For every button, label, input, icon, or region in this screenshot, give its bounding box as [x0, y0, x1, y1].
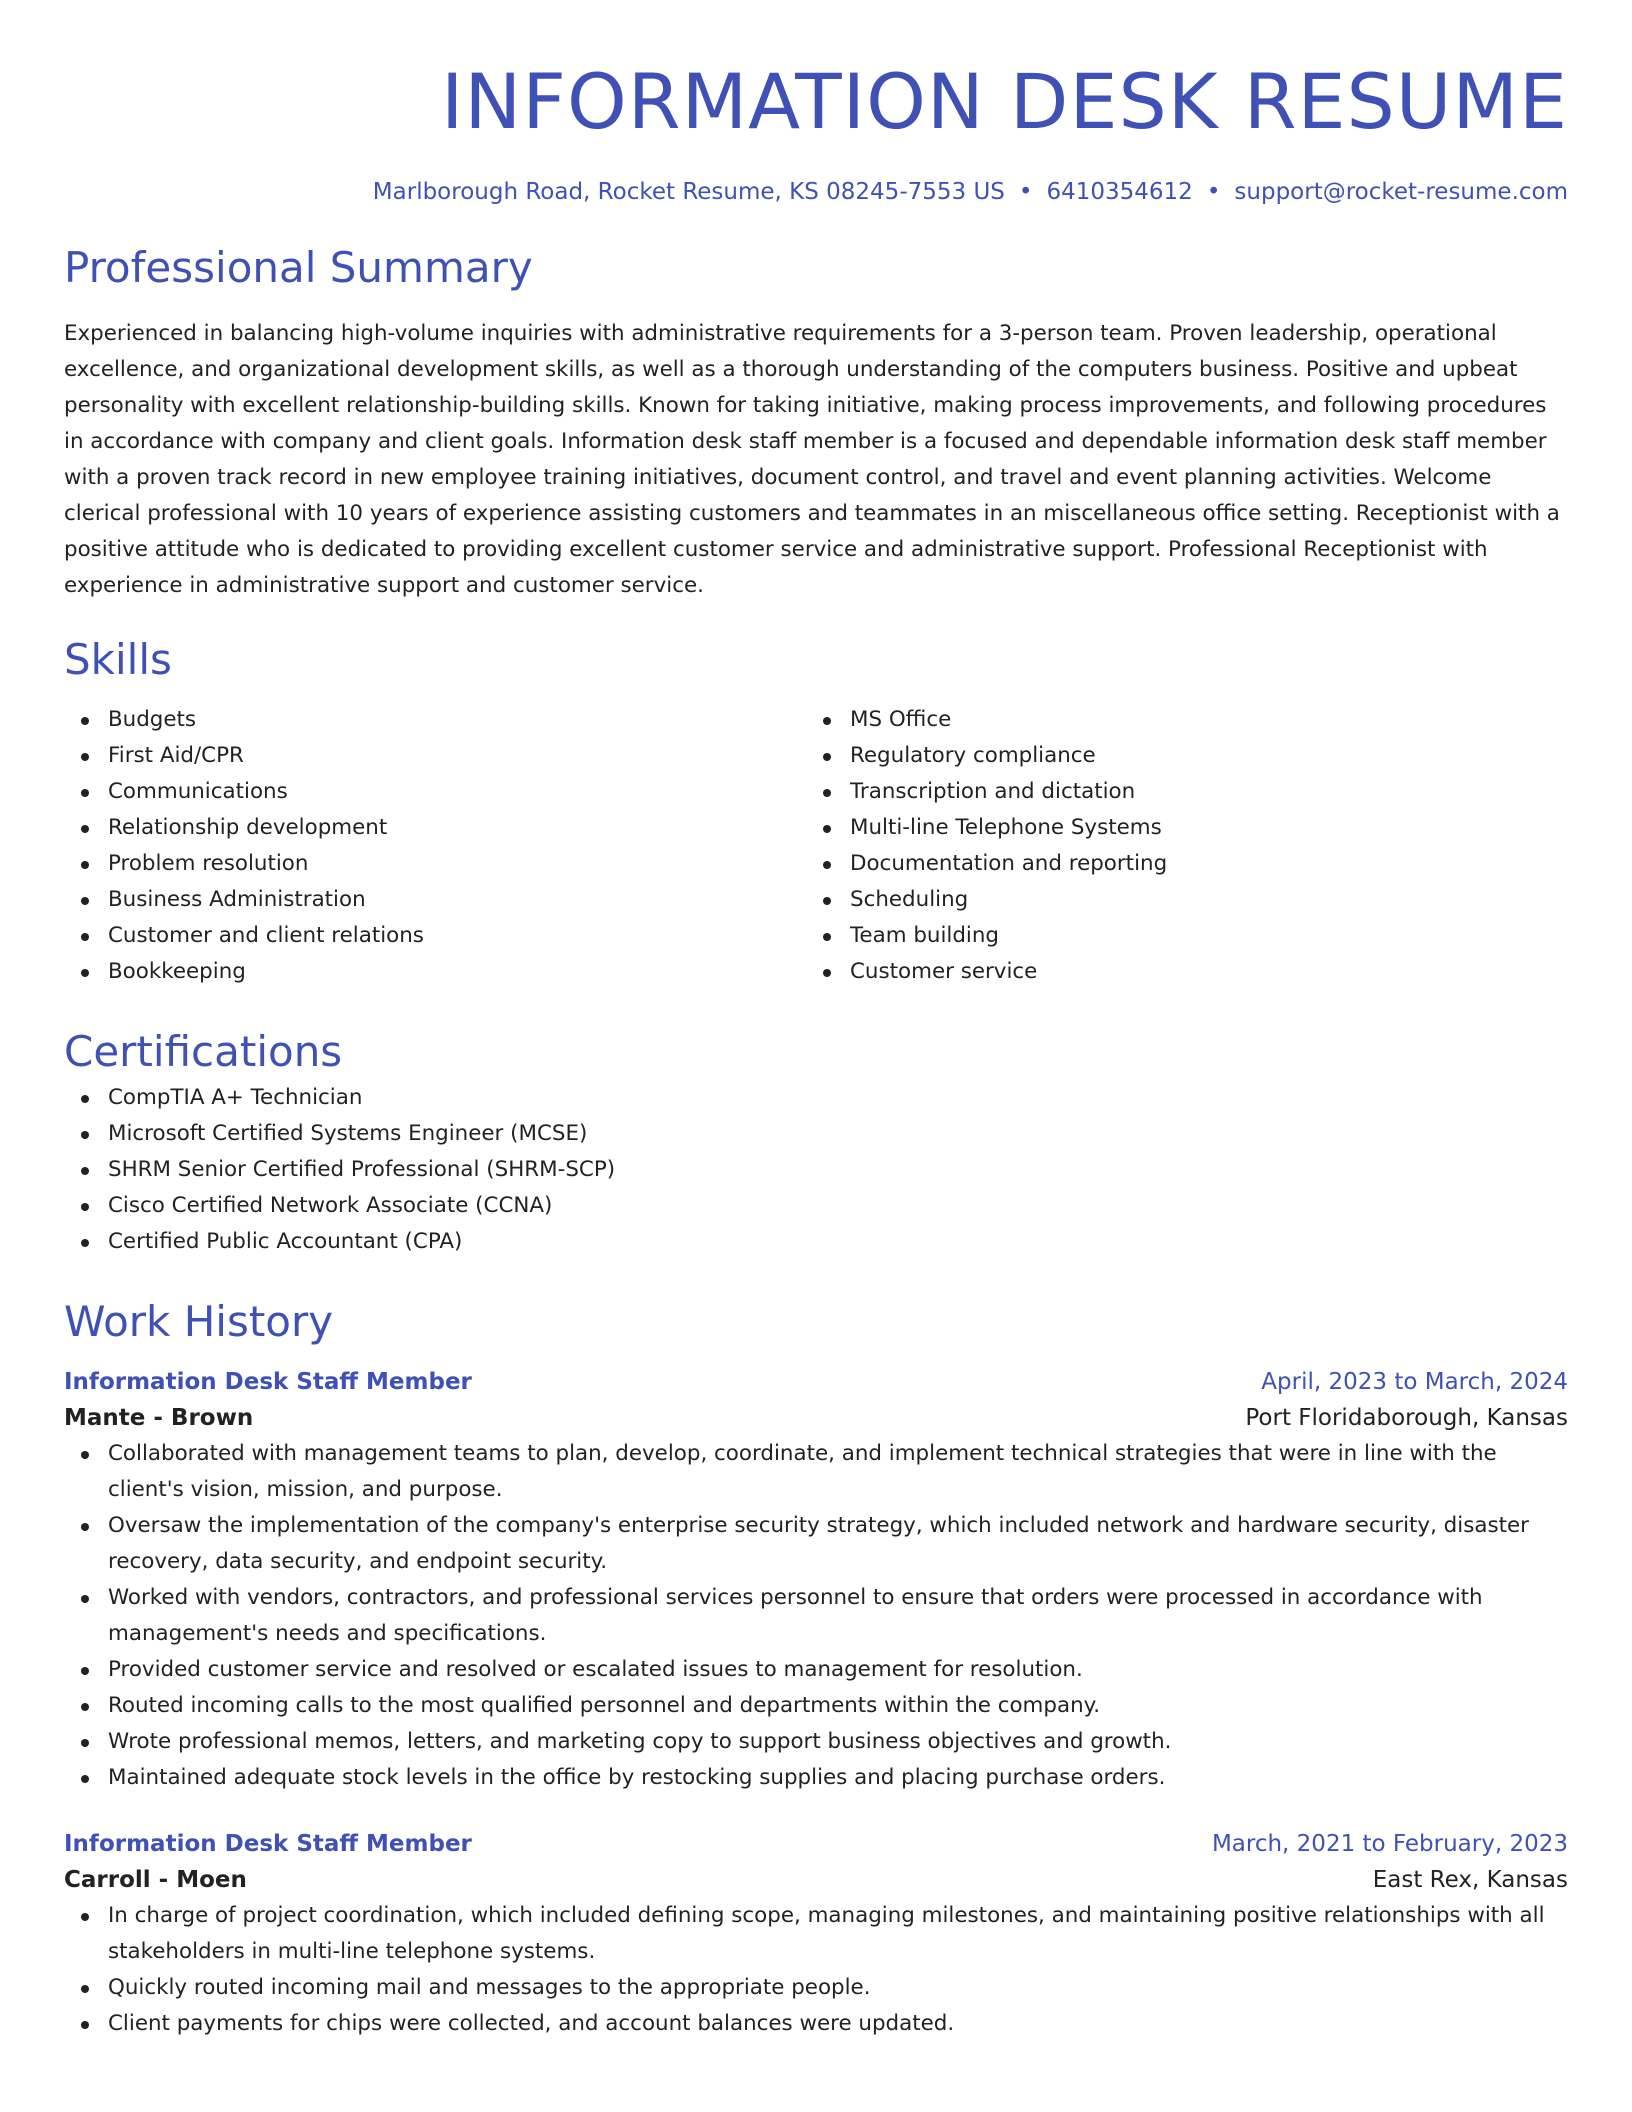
- contact-phone: 6410354612: [1046, 179, 1193, 205]
- job-duty-item: Oversaw the implementation of the company's enterprise security strategy, which included network and hardware security, disaster recovery, data security, and endpoint security.: [64, 1508, 1568, 1580]
- job-duty-item: Provided customer service and resolved or escalated issues to management for resolution.: [64, 1652, 1568, 1688]
- certification-item: Microsoft Certified Systems Engineer (MCSE): [64, 1116, 1568, 1152]
- work-history-heading: Work History: [64, 1297, 334, 1346]
- skills-heading: Skills: [64, 635, 172, 684]
- skills-list-left: [64, 702, 806, 990]
- job-duties-list: [64, 1898, 1568, 2042]
- certifications-heading: Certifications: [64, 1027, 343, 1076]
- resume-header: [64, 0, 1568, 208]
- skill-item: Regulatory compliance: [806, 738, 1548, 774]
- certification-item: SHRM Senior Certified Professional (SHRM-SCP): [64, 1152, 1568, 1188]
- certification-item: CompTIA A+ Technician: [64, 1080, 1568, 1116]
- job-duty-item: In charge of project coordination, which included defining scope, managing milestones, and maintaining positive relationships with all stakeholders in multi-line telephone systems.: [64, 1898, 1568, 1970]
- summary-text: Experienced in balancing high-volume inquiries with administrative requirements for a 3-person team. Proven leadership, operational excellence, and organizational development skills, as well as a thorough understanding of the computers business. Positive and upbeat personality with excellent relationship-building skills. Known for taking initiative, making process improvements, and following procedures in accordance with company and client goals. Information desk staff member is a focused and dependable information desk staff member with a proven track record in new employee training initiatives, document control, and travel and event planning activities. Welcome clerical professional with 10 years of experience assisting customers and teammates in an miscellaneous office setting. Receptionist with a positive attitude who is dedicated to providing excellent customer service and administrative support. Professional Receptionist with experience in administrative support and customer service.: [64, 321, 1560, 598]
- job-subheader: [64, 1862, 1568, 1898]
- job-duties-list: [64, 1436, 1568, 1796]
- job-duty-item: Routed incoming calls to the most qualified personnel and departments within the company.: [64, 1688, 1568, 1724]
- job-entry: [64, 1364, 1568, 1796]
- skill-item: Budgets: [64, 702, 806, 738]
- certification-item: Certified Public Accountant (CPA): [64, 1224, 1568, 1260]
- summary-section: [64, 240, 1568, 604]
- skill-item: Customer service: [806, 954, 1548, 990]
- contact-line: [64, 176, 1568, 208]
- resume-name: INFORMATION DESK RESUME: [440, 57, 1568, 146]
- job-duty-item: Maintained adequate stock levels in the office by restocking supplies and placing purchase orders.: [64, 1760, 1568, 1796]
- skill-item: Communications: [64, 774, 806, 810]
- job-duty-item: Quickly routed incoming mail and messages to the appropriate people.: [64, 1970, 1568, 2006]
- skills-section: [64, 632, 1568, 990]
- skill-item: Scheduling: [806, 882, 1548, 918]
- skill-item: Relationship development: [64, 810, 806, 846]
- certifications-list: [64, 1080, 1568, 1260]
- skill-item: Business Administration: [64, 882, 806, 918]
- skill-item: Problem resolution: [64, 846, 806, 882]
- skills-columns: [64, 702, 1568, 990]
- skill-item: MS Office: [806, 702, 1548, 738]
- work-history-section: [64, 1294, 1568, 2042]
- job-title: Information Desk Staff Member: [64, 1831, 472, 1857]
- contact-address: Marlborough Road, Rocket Resume, KS 08245-7553 US: [372, 179, 1005, 205]
- job-subheader: [64, 1400, 1568, 1436]
- skill-item: Multi-line Telephone Systems: [806, 810, 1548, 846]
- skill-item: Transcription and dictation: [806, 774, 1548, 810]
- job-location: Port Floridaborough, Kansas: [1245, 1405, 1568, 1431]
- job-header: [64, 1364, 1568, 1400]
- contact-separator: •: [1018, 179, 1033, 205]
- job-entry: [64, 1826, 1568, 2042]
- skill-item: First Aid/CPR: [64, 738, 806, 774]
- summary-heading: Professional Summary: [64, 243, 533, 292]
- contact-separator: •: [1206, 179, 1221, 205]
- job-duty-item: Collaborated with management teams to plan, develop, coordinate, and implement technical strategies that were in line with the client's vision, mission, and purpose.: [64, 1436, 1568, 1508]
- skills-list-right: [806, 702, 1548, 990]
- skill-item: Documentation and reporting: [806, 846, 1548, 882]
- job-title: Information Desk Staff Member: [64, 1369, 472, 1395]
- job-location: East Rex, Kansas: [1372, 1867, 1568, 1893]
- job-dates: March, 2021 to February, 2023: [1211, 1831, 1568, 1857]
- skill-item: Bookkeeping: [64, 954, 806, 990]
- skill-item: Customer and client relations: [64, 918, 806, 954]
- job-header: [64, 1826, 1568, 1862]
- contact-email[interactable]: support@rocket-resume.com: [1234, 179, 1568, 205]
- job-dates: April, 2023 to March, 2024: [1261, 1369, 1568, 1395]
- job-company: Mante - Brown: [64, 1405, 254, 1431]
- job-company: Carroll - Moen: [64, 1867, 247, 1893]
- certifications-section: [64, 1024, 1568, 1260]
- skill-item: Team building: [806, 918, 1548, 954]
- job-duty-item: Wrote professional memos, letters, and marketing copy to support business objectives and growth.: [64, 1724, 1568, 1760]
- job-duty-item: Worked with vendors, contractors, and professional services personnel to ensure that orders were processed in accordance with management's needs and specifications.: [64, 1580, 1568, 1652]
- certification-item: Cisco Certified Network Associate (CCNA): [64, 1188, 1568, 1224]
- job-duty-item: Client payments for chips were collected, and account balances were updated.: [64, 2006, 1568, 2042]
